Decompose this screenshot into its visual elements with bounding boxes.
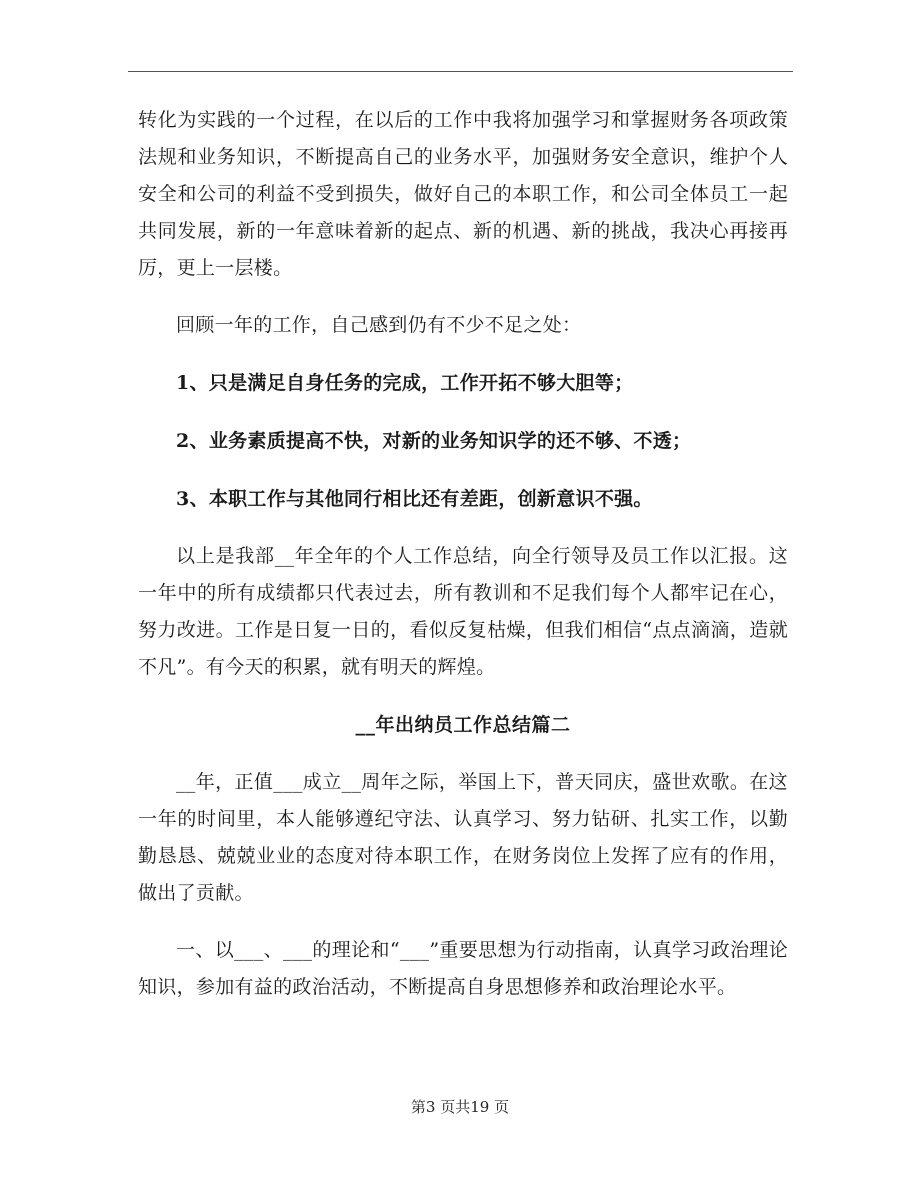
page-number-footer: 第3 页共19 页	[410, 1098, 510, 1116]
paragraph-point-one: 一、以___、___的理论和“___”重要思想为行动指南，认真学习政治理论知识，参加有益的政治活动，不断提高自身思想修养和政治理论水平。	[138, 939, 788, 998]
shortcoming-item-2: 2、业务素质提高不快，对新的业务知识学的还不够、不透；	[176, 430, 692, 452]
paragraph-conclusion: 以上是我部__年全年的个人工作总结，向全行领导及员工作以汇报。这一年中的所有成绩都只代表过去，所有教训和不足我们每个人都牢记在心，努力改进。工作是日复一日的，看似反复枯燥，但我们相信“点点滴滴，造就不凡”。有今天的积累，就有明天的辉煌。	[138, 545, 788, 678]
header-rule	[128, 71, 793, 72]
shortcoming-item-3: 3、本职工作与其他同行相比还有差距，创新意识不强。	[176, 488, 653, 510]
document-body	[138, 102, 788, 1006]
section-heading: __年出纳员工作总结篇二	[355, 714, 571, 736]
paragraph-continuation: 转化为实践的一个过程，在以后的工作中我将加强学习和掌握财务各项政策法规和业务知识，不断提高自己的业务水平，加强财务安全意识，维护个人安全和公司的利益不受到损失，做好自己的本职工作，和公司全体员工一起共同发展，新的一年意味着新的起点、新的机遇、新的挑战，我决心再接再厉，更上一层楼。	[138, 109, 788, 279]
shortcoming-item-1: 1、只是满足自身任务的完成，工作开拓不够大胆等；	[176, 372, 634, 394]
paragraph-review-intro: 回顾一年的工作，自己感到仍有不少不足之处：	[176, 314, 582, 336]
paragraph-year-intro: __年，正值___成立__周年之际，举国上下，普天同庆，盛世欢歌。在这一年的时间里，本人能够遵纪守法、认真学习、努力钻研、扎实工作，以勤勤恳恳、兢兢业业的态度对待本职工作，在财务岗位上发挥了应有的作用，做出了贡献。	[138, 771, 788, 904]
